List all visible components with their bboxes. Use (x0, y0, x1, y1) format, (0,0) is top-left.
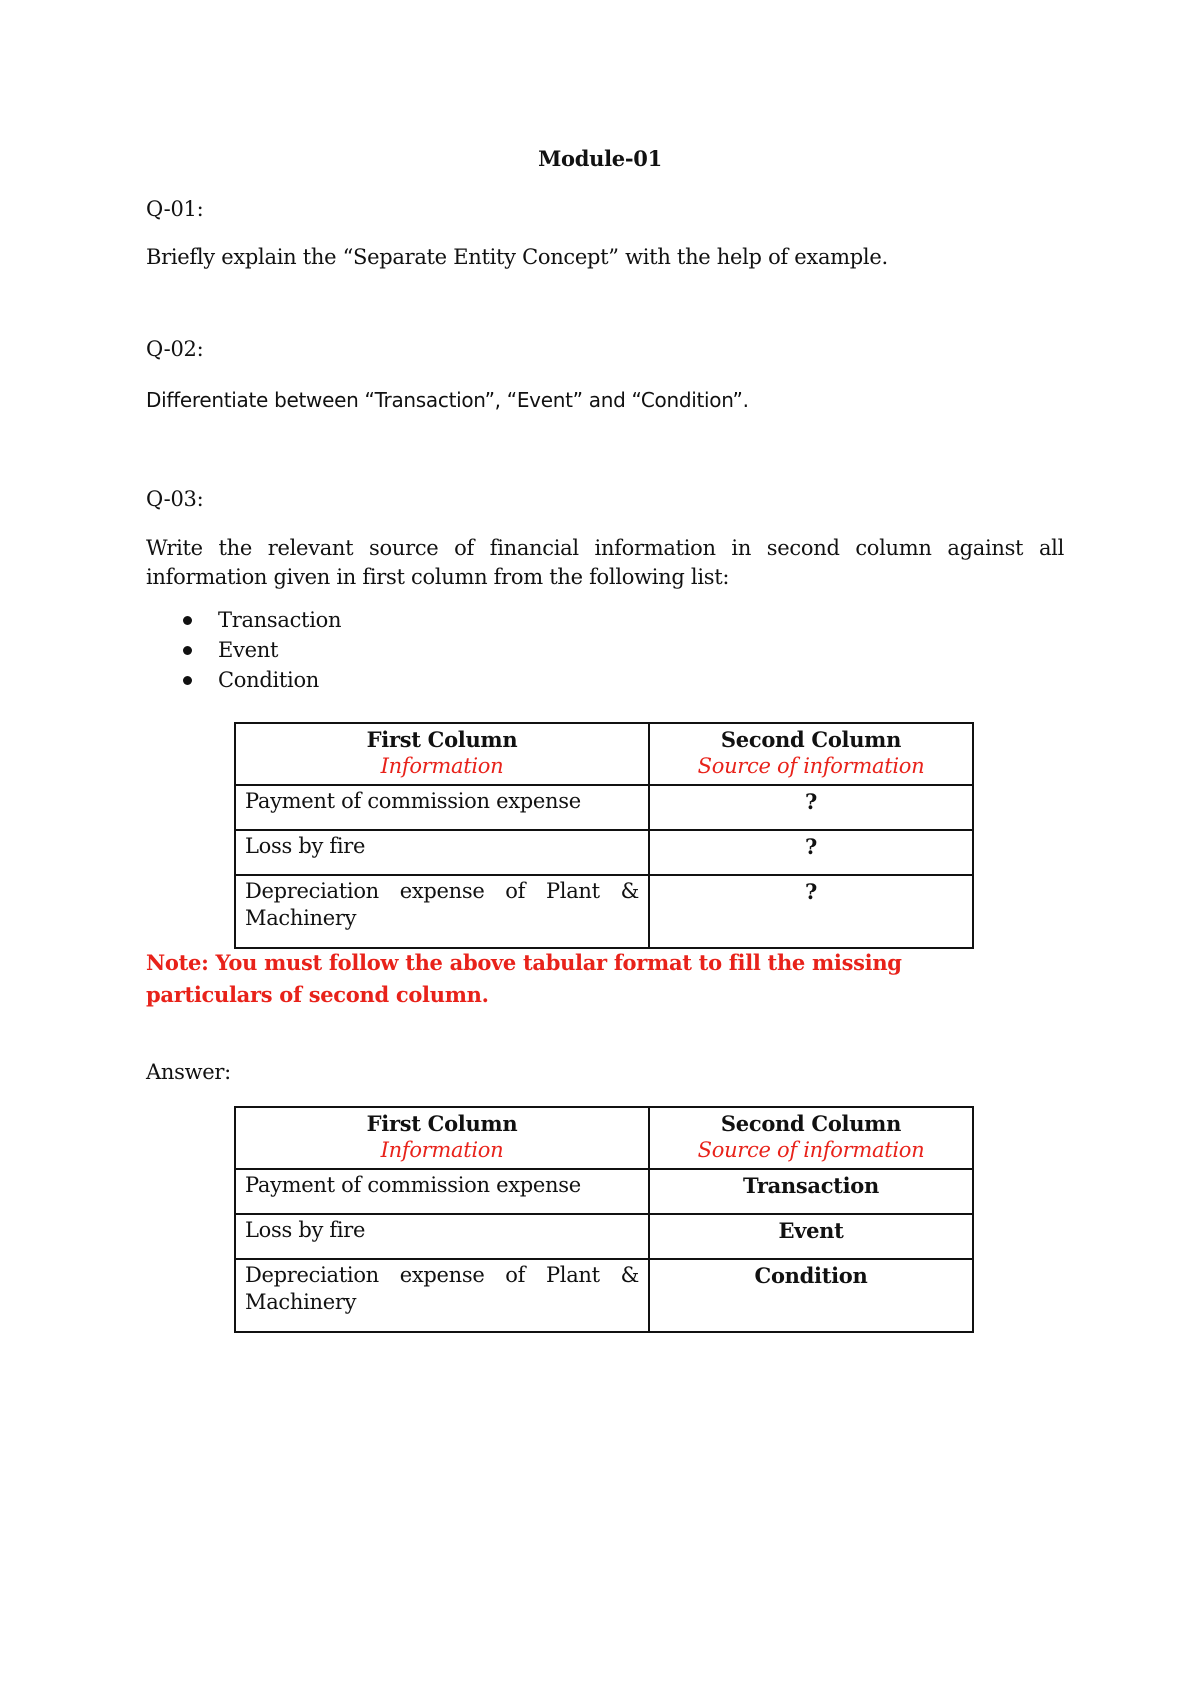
page-title: Module-01 (538, 146, 662, 171)
note-text: Note: You must follow the above tabular format to fill the missing particulars of second column. (146, 950, 902, 1007)
table-row (235, 1214, 973, 1259)
column-subtitle: Source of information (697, 1138, 925, 1162)
question-3-label: Q-03: (146, 487, 204, 511)
question-2-text: Differentiate between “Transaction”, “Event” and “Condition”. (146, 388, 749, 412)
answer-table (234, 1106, 974, 1333)
header-cell (235, 1107, 649, 1169)
answer-label: Answer: (146, 1060, 231, 1084)
info-cell (235, 1259, 649, 1332)
source-cell: ? (649, 875, 973, 948)
info-text: Depreciation expense of Plant & Machinery (245, 879, 639, 930)
info-cell: Payment of commission expense (235, 785, 649, 830)
info-text: Depreciation expense of Plant & Machinery (245, 1263, 639, 1314)
question-1-text: Briefly explain the “Separate Entity Concept” with the help of example. (146, 245, 888, 269)
info-cell (235, 875, 649, 948)
column-title: Second Column (720, 727, 902, 752)
source-cell: Event (649, 1214, 973, 1259)
table-header-row (235, 723, 973, 785)
table-row (235, 1169, 973, 1214)
question-2-label: Q-02: (146, 337, 204, 361)
column-title: First Column (366, 727, 518, 752)
info-cell: Loss by fire (235, 830, 649, 875)
table-row (235, 1259, 973, 1332)
column-title: Second Column (720, 1111, 902, 1136)
column-subtitle: Source of information (697, 754, 925, 778)
info-cell: Payment of commission expense (235, 1169, 649, 1214)
header-cell (649, 1107, 973, 1169)
table-row (235, 830, 973, 875)
list-item: Event (146, 635, 341, 665)
column-subtitle: Information (380, 1138, 504, 1162)
source-list (146, 605, 341, 695)
source-cell: ? (649, 785, 973, 830)
table-row (235, 875, 973, 948)
table-row (235, 785, 973, 830)
header-cell (235, 723, 649, 785)
column-title: First Column (366, 1111, 518, 1136)
list-item: Condition (146, 665, 341, 695)
question-1-label: Q-01: (146, 197, 204, 221)
source-cell: ? (649, 830, 973, 875)
question-3-text: Write the relevant source of financial information in second column against all information given in first column from the following list: (146, 536, 1064, 589)
header-cell (649, 723, 973, 785)
question-table (234, 722, 974, 949)
source-cell: Transaction (649, 1169, 973, 1214)
table-header-row (235, 1107, 973, 1169)
list-item: Transaction (146, 605, 341, 635)
column-subtitle: Information (380, 754, 504, 778)
source-cell: Condition (649, 1259, 973, 1332)
info-cell: Loss by fire (235, 1214, 649, 1259)
